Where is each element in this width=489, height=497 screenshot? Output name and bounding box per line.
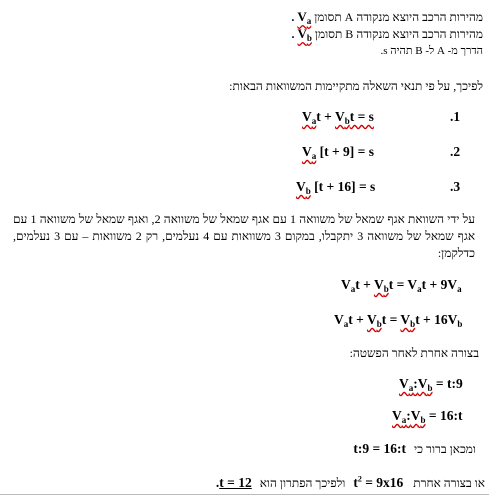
intro-line-1-text: מהירות הרכב היוצא מנקודה A תסומן — [314, 10, 483, 24]
final-line: .t = 12 ולפיכך הפתרון הוא $t^2 = 9x16$ או בצורה אחרת — [215, 474, 485, 490]
equation-2: $V_a$ [t + 9] = s — [302, 144, 375, 161]
equation-2-number: .2 — [450, 144, 461, 159]
final-answer-value: t = 12 — [219, 475, 252, 490]
final-line-text-a: או בצורה אחרת — [413, 476, 485, 490]
intro-line-1: מהירות הרכב היוצא מנקודה A תסומן $V_a$ . — [291, 9, 483, 26]
intro-line-2: מהירות הרכב היוצא מנקודה B תסומן $V_b$ . — [291, 26, 483, 43]
equation-1-number: .1 — [450, 109, 461, 124]
equation-5: $V_at + V_bt = V_bt + 16V_b$ — [334, 312, 463, 329]
ratio-2: $V_a:V_b$ = 16:t — [392, 408, 463, 425]
var-vb: $V_b$ — [297, 26, 312, 43]
intro-line-3: הדרך מ- A ל- B תהיה s. — [380, 45, 483, 57]
ratio-1: $V_a:V_b$ = t:9 — [399, 376, 463, 393]
equation-3: $V_b$ [t + 16] = s — [296, 179, 376, 196]
var-va: $V_a$ — [297, 9, 312, 26]
equation-3-number: .3 — [450, 179, 461, 194]
equation-4: $V_at + V_bt = V_at + 9V_a$ — [341, 277, 462, 294]
final-answer: . — [215, 475, 220, 490]
bottom-rule — [0, 494, 489, 495]
clear-line-text: ומכאן ברור כי — [414, 442, 476, 456]
equation-1: $V_at + V_bt = s$ — [302, 109, 374, 126]
explanation-paragraph: על ידי השוואת אגף שמאל של משוואה 1 עם אגף שמאל של משוואה 2, ואגף שמאל של משוואה 1 עם אגף שמאל של משוואה 3 יתקבלו, במקום 3 משוואות עם 4 נעלמים, רק 2 משוואות – עם 3 נעלמים, כדלקמן: — [13, 212, 476, 260]
intro-line-2-text: מהירות הרכב היוצא מנקודה B תסומן — [314, 27, 483, 41]
final-line-text-b: ולפיכך הפתרון הוא — [259, 476, 346, 490]
conditions-intro: לפיכך, על פי תנאי השאלה מתקיימות המשוואות הבאות: — [229, 79, 483, 93]
clear-line — [353, 440, 476, 458]
clear-line-equation: t:9 = 16:t — [353, 441, 407, 456]
simplified-intro: בצורה אחרת לאחר הפשטה: — [349, 346, 479, 360]
